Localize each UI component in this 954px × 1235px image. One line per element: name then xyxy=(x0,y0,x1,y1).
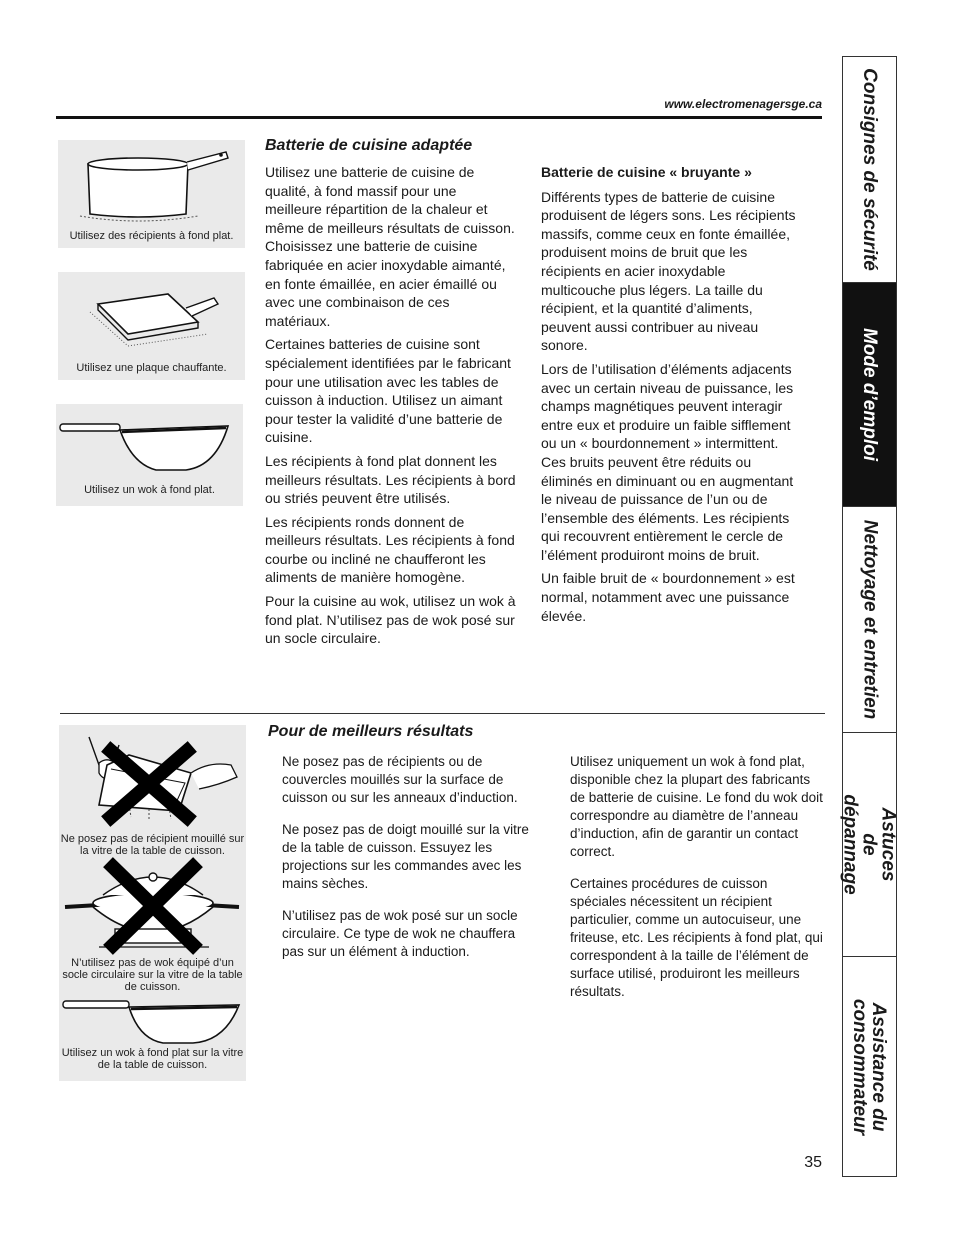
paragraph: Certaines batteries de cuisine sont spécialement identifiées par le fabricant pour une utilisation avec les tables de cuisson à induction. Utilisez un aimant pour tester la validité d’une batterie de cuisine. xyxy=(265,336,511,446)
paragraph: Un faible bruit de « bourdonnement » est normal, notamment avec une puissance élevée. xyxy=(541,570,795,624)
tab-label: Astuces de dépannage xyxy=(840,794,899,895)
paragraph: Ne posez pas de doigt mouillé sur la vitre de la table de cuisson. Essuyez les projections sur les commandes avec les mains sèches. xyxy=(282,822,529,891)
image-panel xyxy=(59,725,246,1081)
image-caption: Utilisez des récipients à fond plat. xyxy=(69,230,234,242)
saucepan-icon xyxy=(58,140,245,230)
paragraph: Différents types de batterie de cuisine produisent de légers sons. Les récipients massifs, comme ceux en fonte émaillée, produisent moins de bruit que les récipients en acier inoxydable multicouche plus légers. La taille du récipient, et la quantité d’aliments, peuvent aussi contribuer au niveau sonore. xyxy=(541,188,796,354)
paragraph: Ne posez pas de récipients ou de couvercles mouillés sur la surface de cuisson ou sur les anneaux d’induction. xyxy=(282,754,518,805)
paragraph: Les récipients à fond plat donnent les meilleurs résultats. Les récipients à bord ou striés peuvent être utilisés. xyxy=(265,452,516,507)
tab-troubleshooting[interactable] xyxy=(840,733,899,957)
tab-safety[interactable] xyxy=(843,57,896,283)
paragraph: Les récipients ronds donnent de meilleurs résultats. Les récipients à fond courbe ou incliné ne chaufferont les aliments de manière homogène. xyxy=(265,513,515,586)
tab-label: Mode d’emploi xyxy=(859,328,880,461)
image-caption: Utilisez un wok à fond plat. xyxy=(84,484,215,496)
tab-operating-instructions[interactable] xyxy=(843,283,896,507)
paragraph: Utilisez uniquement un wok à fond plat, disponible chez la plupart des fabricants de batterie de cuisine. Le fond du wok doit correspondre au diamètre de l’anneau d’induction, afin de garantir un contact correct. xyxy=(570,754,823,859)
tab-consumer-support[interactable] xyxy=(843,957,896,1176)
image-caption: N’utilisez pas de wok équipé d’un socle circulaire sur la vitre de la table de cuisson. xyxy=(62,957,243,993)
section-divider xyxy=(60,713,825,714)
paragraph: Utilisez une batterie de cuisine de qualité, à fond massif pour une meilleure répartition de la chaleur et même de meilleurs résultats de cuisson. Choisissez une batterie de cuisine fabriquée en acier inoxydable aimanté, en fonte émaillée, en acier émaillé ou avec une combinaison de ces matériaux. xyxy=(265,164,515,329)
paragraph: N’utilisez pas de wok posé sur un socle circulaire. Ce type de wok ne chauffera pas sur un élément à induction. xyxy=(282,908,518,959)
section-title: Batterie de cuisine adaptée xyxy=(265,137,473,154)
text-column xyxy=(541,163,796,630)
tab-label: Consignes de sécurité xyxy=(859,68,881,271)
griddle-icon xyxy=(58,272,245,362)
text-column xyxy=(570,753,824,1015)
page-number: 35 xyxy=(804,1154,822,1171)
flat-wok-icon xyxy=(59,995,246,1051)
website-url: www.electromenagersge.ca xyxy=(664,97,822,111)
paragraph: Pour la cuisine au wok, utilisez un wok à fond plat. N’utilisez pas de wok posé sur un socle circulaire. xyxy=(265,593,516,647)
text-column xyxy=(282,753,538,975)
wok-ring-icon xyxy=(59,865,246,955)
wet-pan-icon xyxy=(59,725,246,831)
tab-label: Assistance du consommateur xyxy=(849,998,890,1135)
top-rule xyxy=(56,116,822,119)
section-title: Pour de meilleurs résultats xyxy=(268,723,474,740)
image-griddle xyxy=(58,272,245,380)
paragraph: Lors de l’utilisation d’éléments adjacents avec un certain niveau de puissance, les champs magnétiques peuvent interagir entre eux et produire un faible sifflement ou un « bourdonnement » intermittent. Ces bruits peuvent être réduits ou éliminés en diminuant ou en augmentant le niveau de puissance de l’un ou de l’ensemble des éléments. Les récipients qui recouvrent entièrement le cercle de l’élément produiront moins de bruit. xyxy=(541,360,794,563)
image-caption: Utilisez une plaque chauffante. xyxy=(76,362,227,374)
wok-icon xyxy=(56,404,243,486)
text-column xyxy=(265,163,517,653)
image-caption: Ne posez pas de récipient mouillé sur la vitre de la table de cuisson. xyxy=(60,833,245,857)
tab-care-cleaning[interactable] xyxy=(843,507,896,733)
subheading: Batterie de cuisine « bruyante » xyxy=(541,164,752,180)
tab-label: Nettoyage et entretien xyxy=(859,519,881,720)
image-flat-saucepan xyxy=(58,140,245,248)
paragraph: Certaines procédures de cuisson spéciales nécessitent un récipient particulier, comme un autocuiseur, une friteuse, etc. Les récipients à fond plat, qui correspondent à la taille de l’élément de surface utilisé, produiront les meilleurs résultats. xyxy=(570,876,823,999)
side-tab-bar xyxy=(842,56,897,1177)
image-caption: Utilisez un wok à fond plat sur la vitre de la table de cuisson. xyxy=(61,1047,244,1071)
image-flat-wok xyxy=(56,404,243,506)
